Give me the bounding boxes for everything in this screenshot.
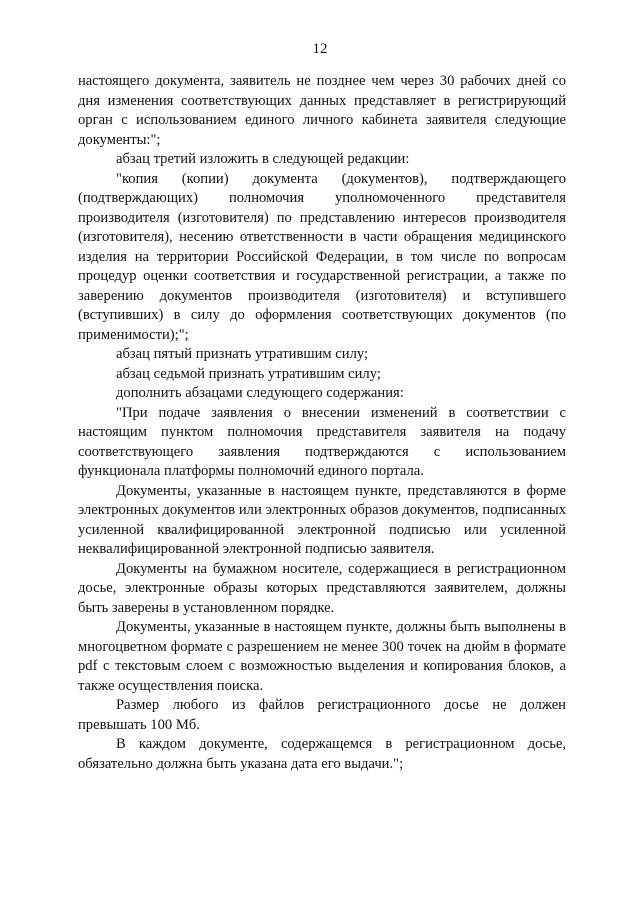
paragraph-continuation: настоящего документа, заявитель не позднее чем через 30 рабочих дней со дня изменения соответствующих данных представляет в регистрирующий орган с использованием единого личного кабинета заявителя следующие документы:"; bbox=[78, 73, 566, 148]
paragraph-submission: "При подаче заявления о внесении изменений в соответствии с настоящим пунктом полномочия представителя заявителя на подачу соответствующего заявления подтверждаются с использованием функционала платформы полномочий единого портала. bbox=[78, 404, 566, 479]
paragraph-file-size: Размер любого из файлов регистрационного досье не должен превышать 100 Мб. bbox=[78, 697, 566, 733]
paragraph-amend-third: абзац третий изложить в следующей редакции: bbox=[116, 151, 410, 167]
document-body bbox=[78, 72, 566, 774]
paragraph-copy-documents: "копия (копии) документа (документов), подтверждающего (подтверждающих) полномочия уполномоченного представителя производителя (изготовителя) по представлению интересов производителя (изготовителя), несению ответственности в части обращения медицинского изделия на территории Российской Федерации, в том числе по вопросам процедур оценки соответствия и государственной регистрации, а также по заверению документов производителя (изготовителя) и вступившего (вступивших) в силу до оформления соответствующих документов (по применимости);"; bbox=[78, 170, 566, 343]
page-number: 12 bbox=[312, 41, 328, 57]
paragraph-paper-documents: Документы на бумажном носителе, содержащиеся в регистрационном досье, электронные образы которых представляются заявителем, должны быть заверены в установленном порядке. bbox=[78, 560, 566, 616]
paragraph-format: Документы, указанные в настоящем пункте, должны быть выполнены в многоцветном формате с разрешением не менее 300 точек на дюйм в формате pdf с текстовым слоем с возможностью выделения и копирования блоков, а также осуществления поиска. bbox=[78, 619, 566, 694]
paragraph-issue-date: В каждом документе, содержащемся в регистрационном досье, обязательно должна быть указана дата его выдачи."; bbox=[78, 736, 566, 772]
paragraph-fifth-void: абзац пятый признать утратившим силу; bbox=[116, 346, 369, 362]
paragraph-seventh-void: абзац седьмой признать утратившим силу; bbox=[116, 365, 381, 382]
paragraph-electronic-form: Документы, указанные в настоящем пункте, представляются в форме электронных документов или электронных образов документов, подписанных усиленной квалифицированной электронной подписью или усиленной неквалифицированной электронной подписью заявителя. bbox=[78, 482, 566, 557]
paragraph-add: дополнить абзацами следующего содержания: bbox=[116, 385, 404, 401]
